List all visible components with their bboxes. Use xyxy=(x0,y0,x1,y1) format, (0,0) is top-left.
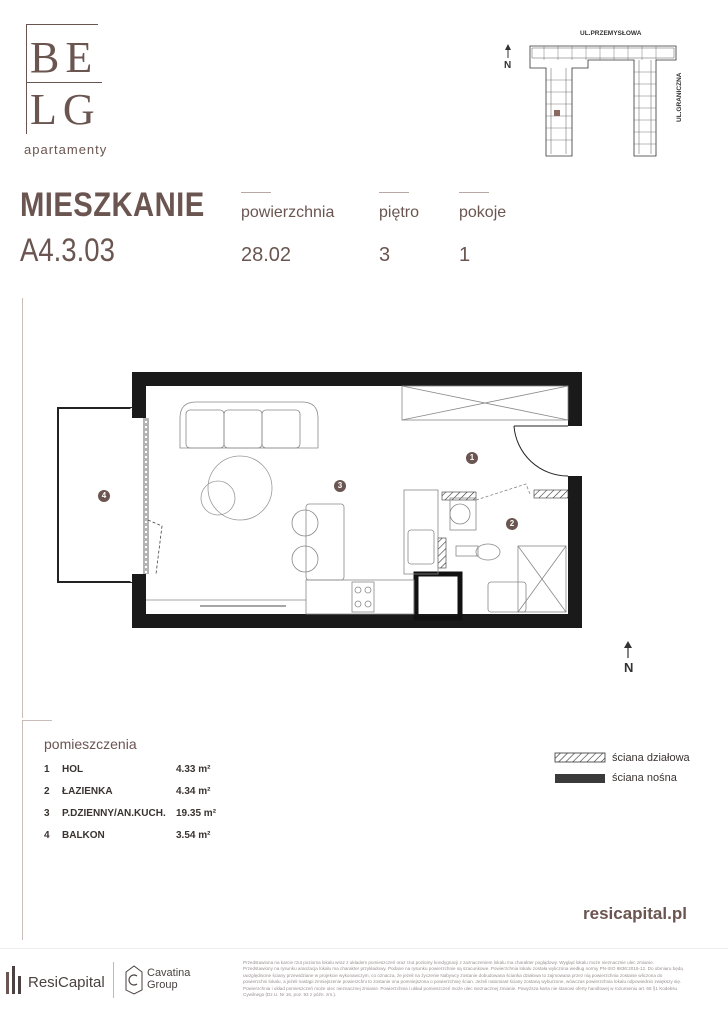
brand-cavatina-line2: Group xyxy=(147,979,178,991)
logo-row-1: BE xyxy=(30,33,99,82)
site-plan-unit-highlight xyxy=(554,110,560,116)
room-number: 3 xyxy=(44,808,50,819)
bathroom-fixtures xyxy=(404,484,566,612)
cavatina-logo-icon xyxy=(124,964,144,996)
sofa xyxy=(180,402,318,448)
stat-label-area: powierzchnia xyxy=(241,204,335,221)
marker-1: 1 xyxy=(469,453,475,462)
room-row xyxy=(44,808,244,824)
resicapital-logo-icon xyxy=(6,966,22,994)
balcony xyxy=(58,408,132,582)
wardrobe xyxy=(402,386,568,420)
partition-wall-label: ściana działowa xyxy=(612,752,690,764)
shaft xyxy=(416,574,460,618)
logo-frame-left xyxy=(26,24,27,134)
room-area: 19.35 m² xyxy=(176,808,217,819)
room-row xyxy=(44,764,244,780)
stat-divider xyxy=(241,192,271,193)
stat-value-rooms: 1 xyxy=(459,244,471,266)
logo-subtitle: apartamenty xyxy=(24,142,108,157)
disclaimer-text: Przedstawiona na karcie rzut pozioma lokalu wraz z układem pomieszczeń oraz rzut poziomy kondygnacji z zaznaczeniem lokalu ma charakter poglądowy. Wygląd lokalu może nieznacznie ulec zmianie. Przedstawiony na rysunku aranżacja lokalu ma charakter przykładowy. Podane na rysunku powierzchnie są szacunkowe. Powierzchnia lokalu została wyliczona według normy PN-ISO 9836:2015-12. Do obmiaru będą uwzględnione ściany przewidziane w projekcie wykonawczym, co oznacza, że jeżeli na życzenie Nabywcy zostanie dobudowana ścianka działowa to zajmowana przez nią powierzchnia zostanie wliczona do powierzchni lokalu, a jeżeli nastąpi zmniejszenie powierzchni to zostanie ona pomniejszona o powierzchnię ścian. Jeżeli natomiast ściany zostaną wyburzone, wówczas powierzchnia lokalu odpowiednio zwiększy się. Powierzchnia i układ pomieszczeń może ulec nieznacznej zmianie. Powierzchnia i układ pomieszczeń może ulec nieznacznej zmianie. Powyższa karta nie stanowi oferty handlowej w rozumieniu art. 66 §1 Kodeksu Cywilnego (Dz.U. Nr 16, poz. 93 z późn. zm.). xyxy=(243,960,683,998)
marker-4: 4 xyxy=(101,491,107,500)
room-area: 4.33 m² xyxy=(176,764,211,775)
site-north-label: N xyxy=(504,60,512,71)
rug xyxy=(201,456,272,520)
north-label: N xyxy=(624,660,634,675)
street-top-label: UL.PRZEMYSŁOWA xyxy=(580,30,642,37)
margin-tick xyxy=(22,720,52,721)
brand-resicapital: ResiCapital xyxy=(28,974,105,991)
room-row xyxy=(44,830,244,846)
north-arrow-icon xyxy=(620,640,636,658)
partition-wall-swatch xyxy=(555,753,605,762)
floor-plan xyxy=(40,360,600,640)
belg-logo xyxy=(24,24,108,157)
marker-3: 3 xyxy=(337,481,343,490)
stat-value-area: 28.02 xyxy=(241,244,292,266)
room-number: 2 xyxy=(44,786,50,797)
logo-frame-top xyxy=(26,24,98,25)
apartment-code: A4.3.03 xyxy=(20,232,115,268)
margin-line-upper xyxy=(22,298,23,718)
site-north-arrow xyxy=(505,44,511,58)
room-name: HOL xyxy=(62,764,84,775)
stat-divider xyxy=(459,192,489,193)
stat-value-floor: 3 xyxy=(379,244,391,266)
logo-frame-mid xyxy=(26,82,102,83)
balcony-window xyxy=(144,418,162,574)
street-right-label: UL.GRANICZNA xyxy=(676,72,683,122)
wall-legend-swatches xyxy=(554,752,606,784)
brand-cavatina xyxy=(147,967,190,991)
brand-divider xyxy=(113,962,114,998)
entry-door xyxy=(514,426,568,476)
room-area: 4.34 m² xyxy=(176,786,211,797)
room-name: BALKON xyxy=(62,830,105,841)
logo-row-2: LG xyxy=(30,85,101,134)
marker-2: 2 xyxy=(509,519,515,528)
margin-line-lower xyxy=(22,720,23,940)
room-area: 3.54 m² xyxy=(176,830,211,841)
page-title: MIESZKANIE xyxy=(20,186,205,224)
load-bearing-wall-label: ściana nośna xyxy=(612,772,677,784)
room-row xyxy=(44,786,244,802)
room-number: 4 xyxy=(44,830,50,841)
brand-cavatina-line1: Cavatina xyxy=(147,967,191,979)
room-name: ŁAZIENKA xyxy=(62,786,113,797)
room-markers xyxy=(98,452,518,530)
room-name: P.DZIENNY/AN.KUCH. xyxy=(62,808,166,819)
load-bearing-wall-swatch xyxy=(555,774,605,783)
site-plan xyxy=(496,28,696,162)
website-link[interactable]: resicapital.pl xyxy=(583,904,687,923)
room-number: 1 xyxy=(44,764,50,775)
kitchen xyxy=(146,580,414,614)
bar-counter xyxy=(292,504,344,580)
stat-label-floor: piętro xyxy=(379,204,420,221)
rooms-title: pomieszczenia xyxy=(44,736,137,752)
stat-label-rooms: pokoje xyxy=(459,204,507,221)
stat-divider xyxy=(379,192,409,193)
footer-divider xyxy=(0,948,728,949)
